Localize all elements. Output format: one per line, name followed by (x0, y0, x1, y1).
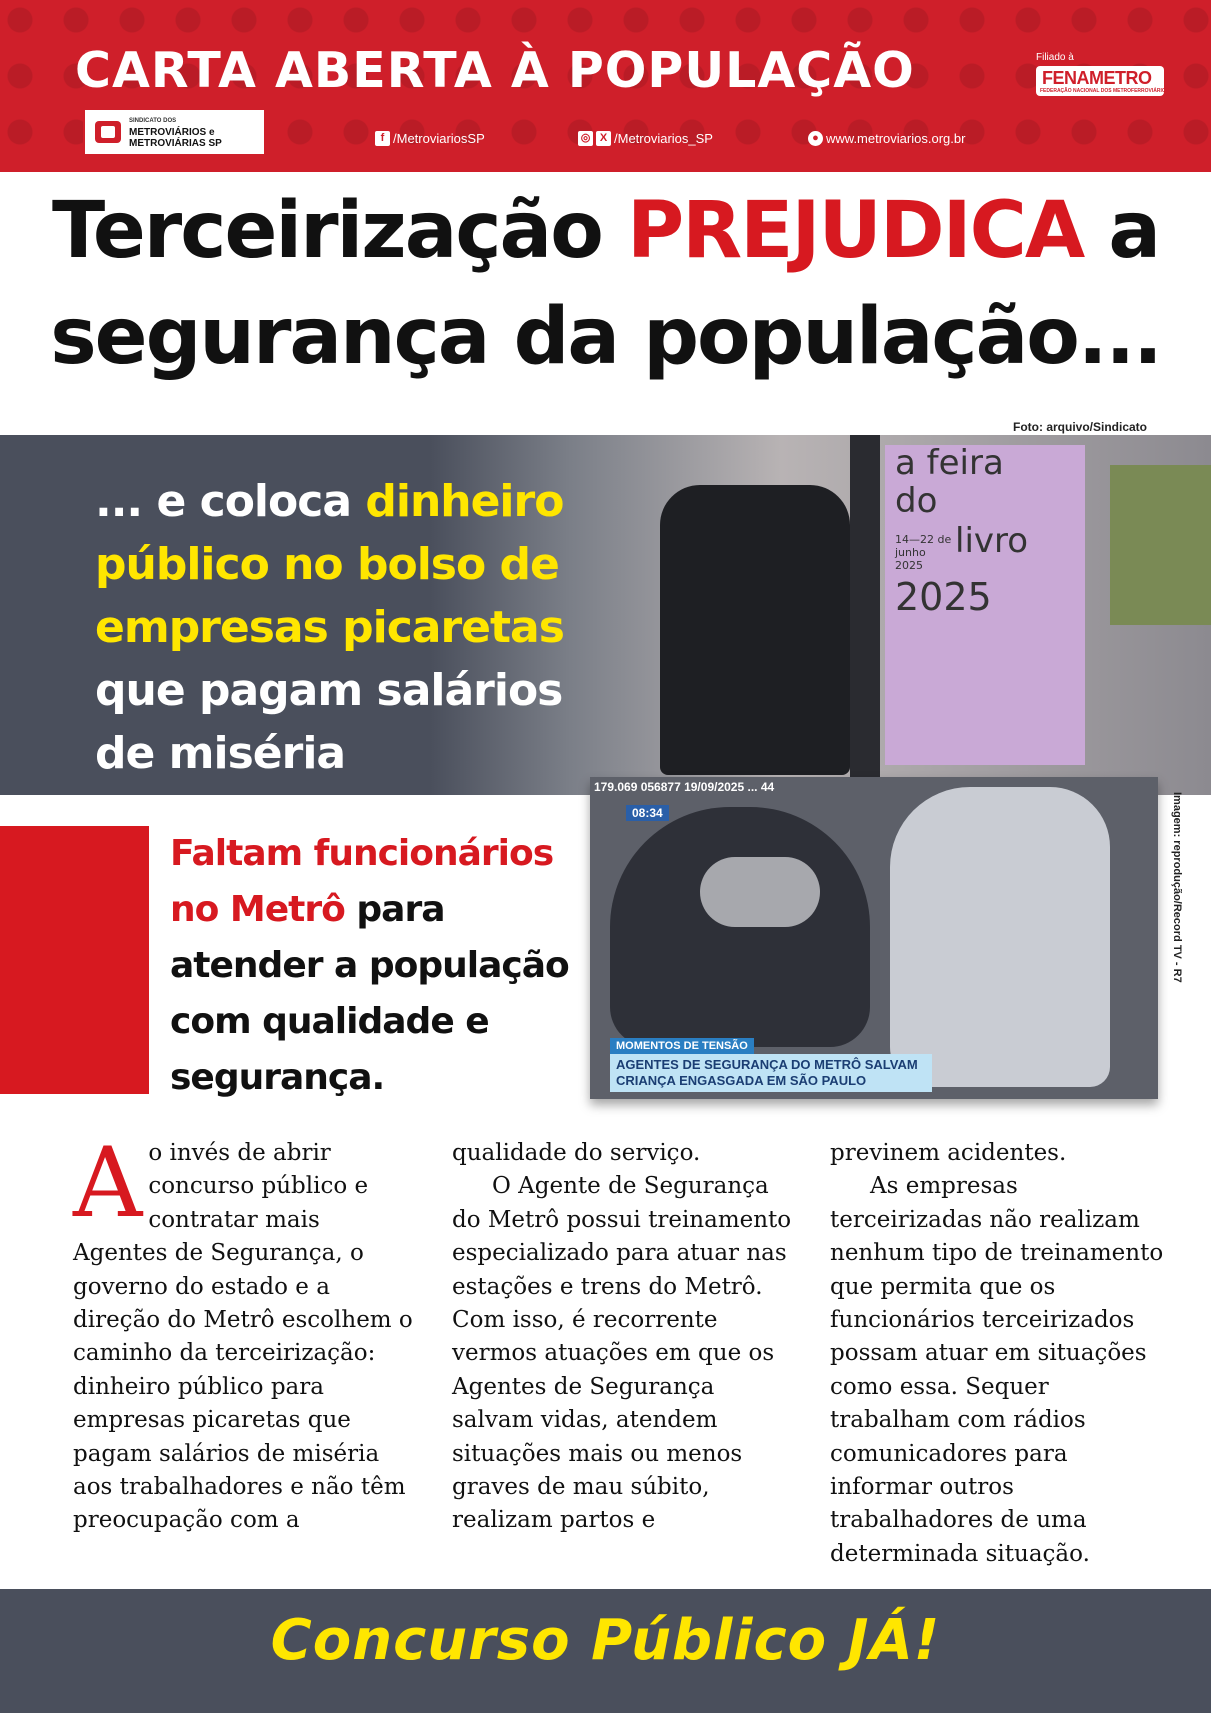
agent-figure (890, 787, 1110, 1087)
hand-figure (700, 857, 820, 927)
band-highlight2: público no bolso de (95, 539, 559, 590)
body-column-1 (73, 1127, 413, 1538)
body-col1-text: o invés de abrir concurso público e contratar mais Agentes de Segurança, o governo do estado e a direção do Metrô escolhem o caminho da terceirização: dinheiro público para empresas picaretas que pagam salários de miséria aos trabalhadores e não têm preocupação com a (73, 1140, 413, 1534)
faltam-line5: segurança. (170, 1057, 385, 1098)
body-col2-paragraph: O Agente de Segurança do Metrô possui treinamento especializado para atuar nas estações e trens do Metrô. Com isso, é recorrente vermos atuações em que os Agentes de Segurança salvam vidas, atendem situações mais ou menos graves de mau súbito, realizam partos e (452, 1173, 792, 1534)
tv-news-still (590, 777, 1158, 1099)
raised-fist-icon (93, 117, 123, 147)
footer-slogan: Concurso Público JÁ! (270, 1608, 941, 1673)
poster-line1: a feira (895, 443, 1004, 483)
faltam-part1: para (356, 889, 445, 930)
band-part3: de miséria (95, 728, 346, 779)
faltam-highlight1: Faltam funcionários (170, 833, 554, 874)
video-caption (610, 1054, 932, 1092)
body-col3-start: previnem acidentes. (830, 1140, 1067, 1166)
video-time: 08:34 (626, 805, 669, 821)
band-part1: ... e coloca (95, 476, 352, 527)
video-top-info: 179.069 056877 19/09/2025 ... 44 (594, 780, 775, 794)
headline-line1 (0, 186, 1211, 276)
website-url: www.metroviarios.org.br (826, 131, 966, 146)
website-link[interactable] (808, 131, 965, 146)
fenametro-subtitle: FEDERAÇÃO NACIONAL DOS METROFERROVIÁRIOS (1040, 88, 1170, 94)
red-accent-block (0, 826, 149, 1094)
facebook-link[interactable] (375, 131, 485, 146)
photo-credit: Foto: arquivo/Sindicato (1013, 420, 1147, 434)
body-col3-paragraph: As empresas terceirizadas não realizam nenhum tipo de treinamento que permita que os funcionários terceirizados possam atuar em situações como essa. Sequer trabalham com rádios comunicadores para informar outros trabalhadores de uma determinada situação. (830, 1173, 1164, 1567)
headline-part2: a (1108, 186, 1159, 276)
union-logo (83, 108, 266, 156)
video-caption-line2: CRIANÇA ENGASGADA EM SÃO PAULO (616, 1073, 867, 1088)
band-highlight3: empresas picaretas (95, 602, 564, 653)
poster-line3: livro (955, 521, 1029, 561)
union-logo-line2: METROVIÁRIOS e (129, 126, 215, 138)
station-pillar (850, 435, 880, 795)
dropcap: A (73, 1127, 143, 1239)
headline-highlight: PREJUDICA (626, 186, 1084, 276)
band-highlight1: dinheiro (365, 476, 564, 527)
faltam-line3: atender a população (170, 945, 569, 986)
image-credit: Imagem: reprodução/Record TV - R7 (1171, 792, 1183, 983)
globe-icon: ● (808, 131, 823, 146)
security-agents-figure (660, 485, 850, 775)
body-col2-start: qualidade do serviço. (452, 1140, 701, 1166)
poster-year: 2025 (895, 575, 992, 619)
poster-dates: 14—22 de junho 2025 (895, 533, 952, 572)
child-figure (610, 807, 870, 1047)
facebook-icon: f (375, 131, 390, 146)
headline-part1: Terceirização (52, 186, 602, 276)
instagram-icon: ◎ (578, 131, 593, 146)
union-logo-line3: METROVIÁRIAS SP (129, 137, 222, 149)
affiliation-label: Filiado à (1036, 52, 1074, 63)
band-text (95, 470, 564, 785)
band-part2: que pagam salários (95, 665, 563, 716)
x-icon: X (596, 131, 611, 146)
book-fair-poster (885, 445, 1085, 765)
union-logo-line1: SINDICATO DOS (129, 117, 177, 124)
poster-line2: do (895, 481, 938, 521)
instagram-x-link[interactable] (578, 131, 713, 146)
body-column-3 (830, 1137, 1170, 1571)
header-title: CARTA ABERTA À POPULAÇÃO (75, 42, 915, 99)
body-column-2 (452, 1137, 792, 1538)
headline-line2: segurança da população... (50, 292, 1161, 382)
fenametro-name: FENAMETRO (1042, 68, 1152, 88)
outdoor-trees (1110, 465, 1211, 625)
faltam-highlight2: no Metrô (170, 889, 345, 930)
facebook-handle: /MetroviariosSP (393, 131, 485, 146)
instagram-x-handle: /Metroviarios_SP (614, 131, 713, 146)
video-caption-label: MOMENTOS DE TENSÃO (610, 1038, 754, 1054)
faltam-line4: com qualidade e (170, 1001, 489, 1042)
faltam-text (170, 826, 569, 1106)
video-caption-line1: AGENTES DE SEGURANÇA DO METRÔ SALVAM (616, 1057, 918, 1072)
